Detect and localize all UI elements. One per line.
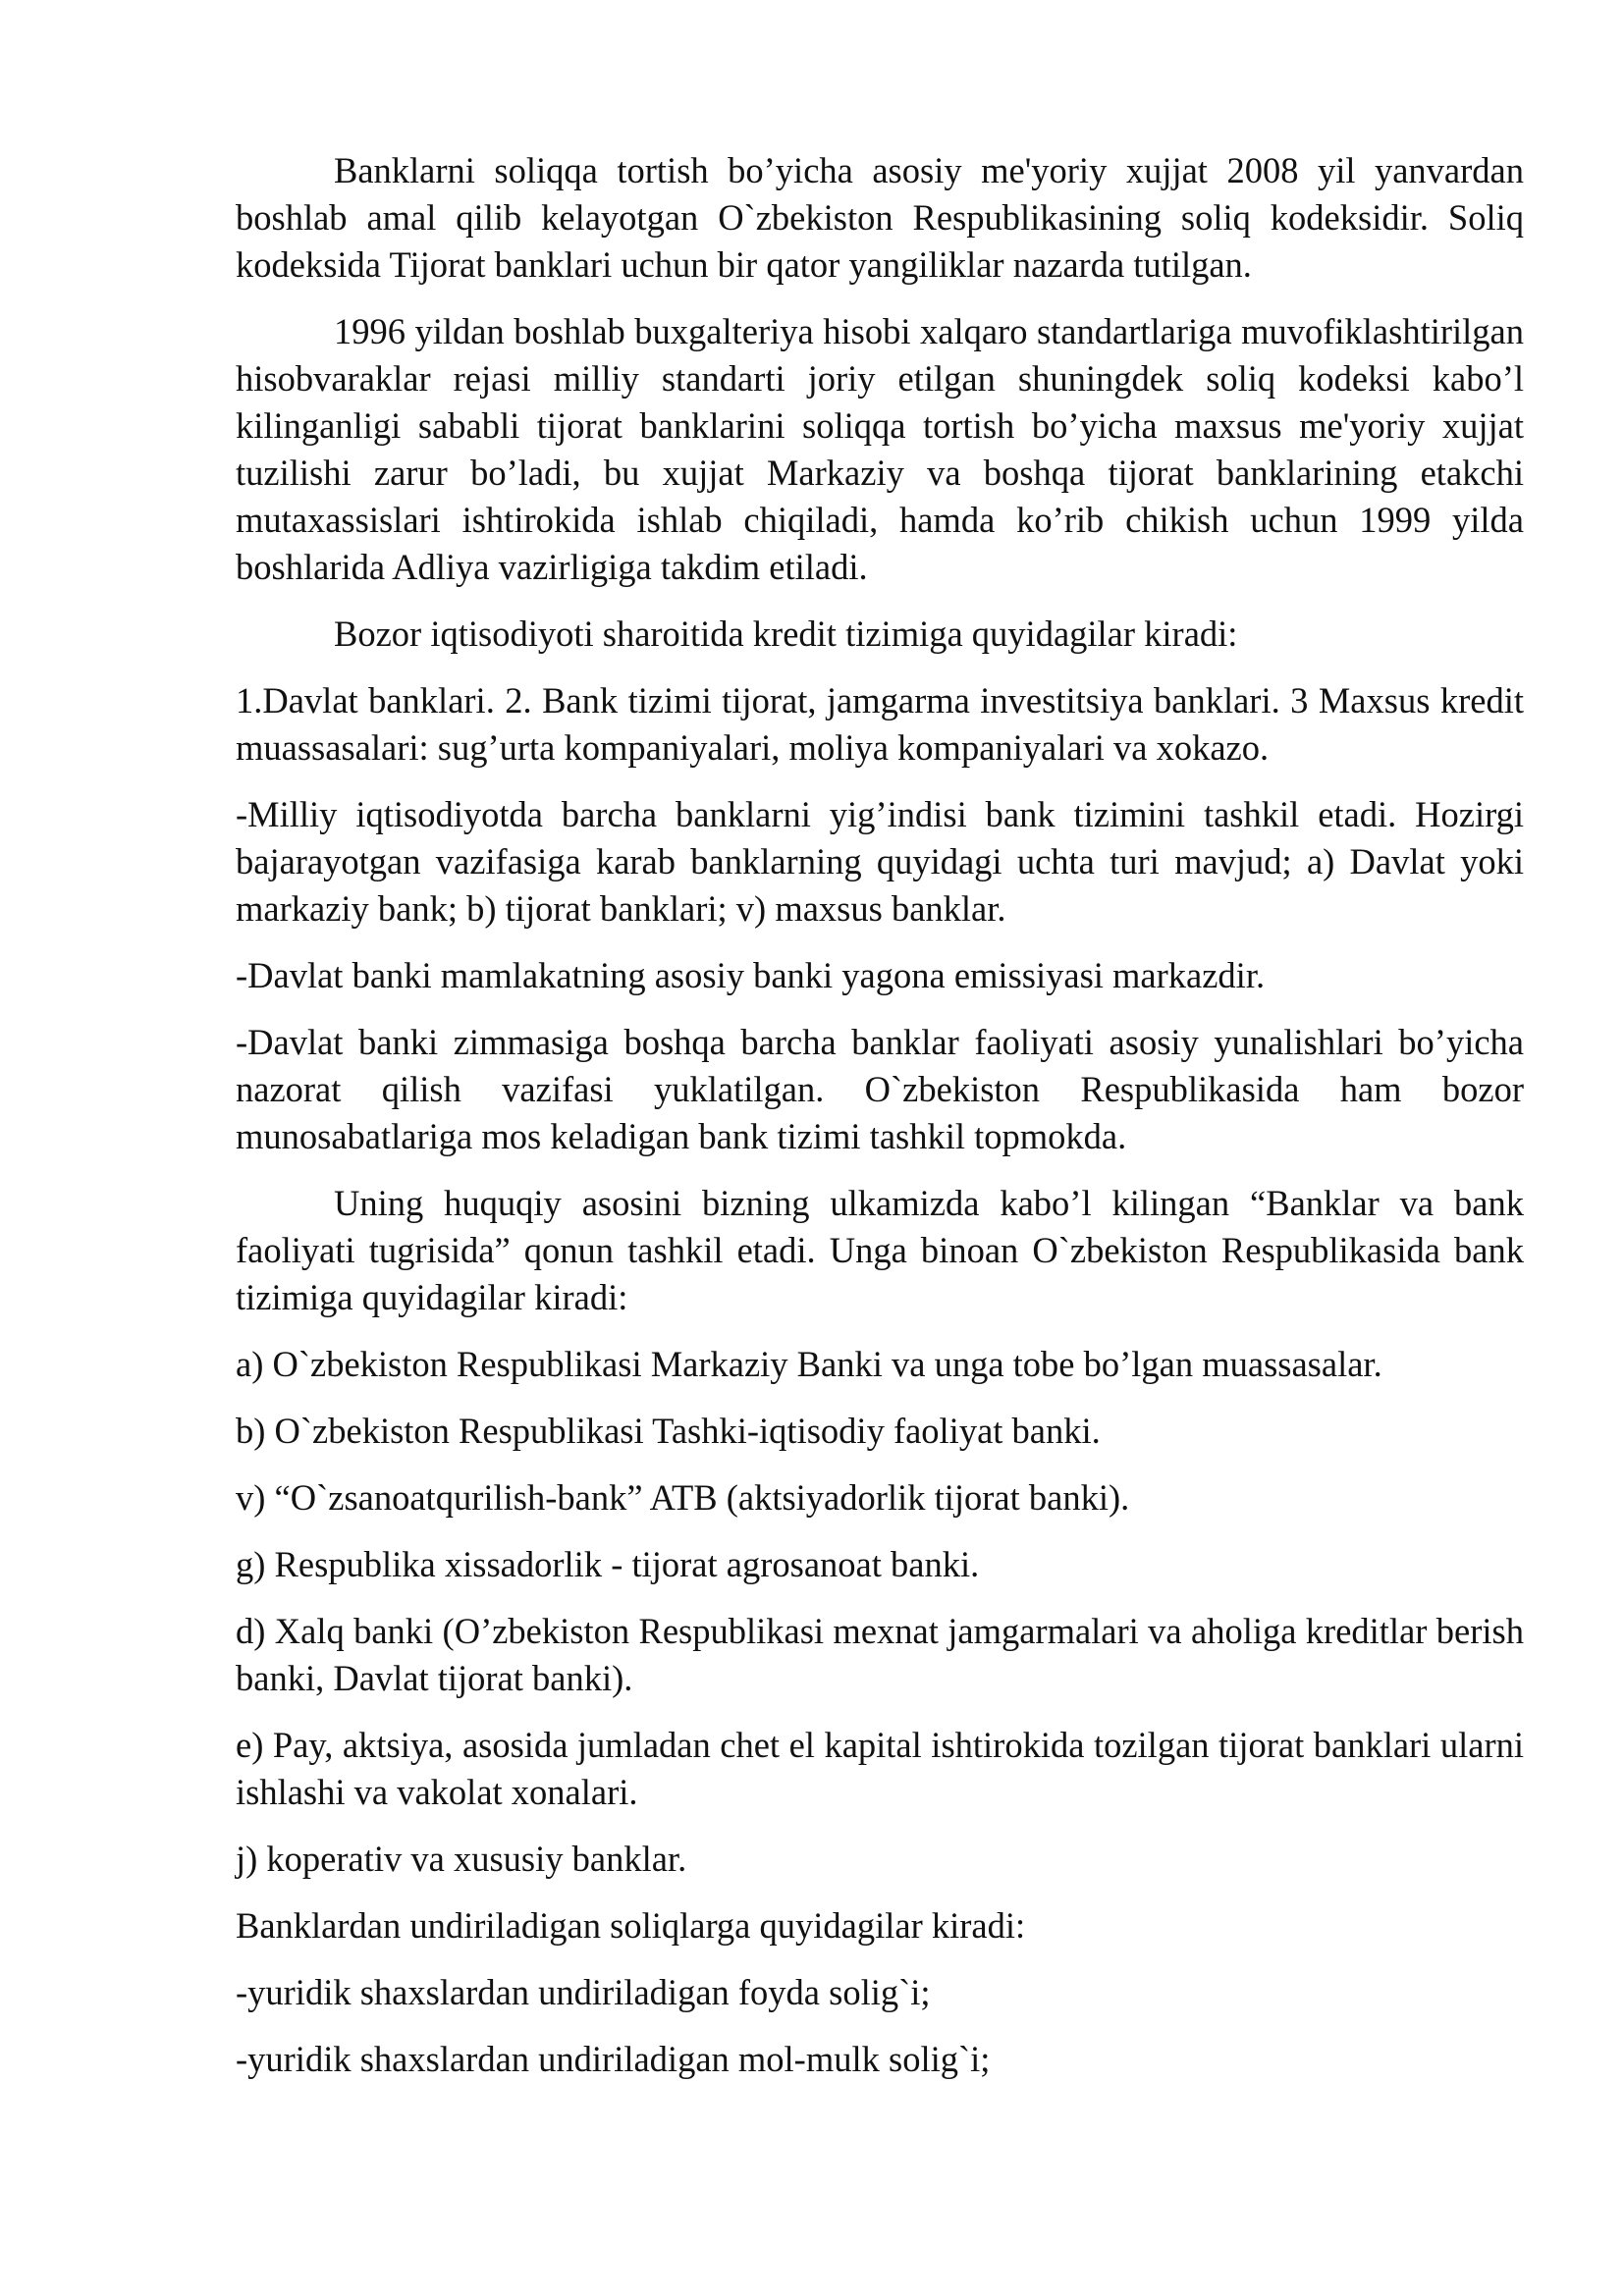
paragraph-taxes-heading: Banklardan undiriladigan soliqlarga quyidagilar kiradi: (236, 1905, 1026, 1946)
list-item-a: a) O`zbekiston Respublikasi Markaziy Banki va unga tobe bo’lgan muassasalar. (236, 1344, 1382, 1384)
list-item-g: g) Respublika xissadorlik - tijorat agrosanoat banki. (236, 1544, 980, 1584)
list-item-e: e) Pay, aktsiya, asosida jumladan chet el kapital ishtirokida tozilgan tijorat banklari ularni ishlashi va vakolat xonalari. (236, 1725, 1524, 1812)
paragraph-state-bank-duties: -Davlat banki zimmasiga boshqa barcha banklar faoliyati asosiy yunalishlari bo’yicha nazorat qilish vazifasi yuklatilgan. O`zbekiston Respublikasida ham bozor munosabatlariga mos keladigan bank tizimi tashkil topmokda. (236, 1022, 1524, 1156)
list-item-j: j) koperativ va xususiy banklar. (236, 1839, 687, 1879)
paragraph-market-economy: Bozor iqtisodiyoti sharoitida kredit tizimiga quyidagilar kiradi: (334, 614, 1238, 654)
document-page (236, 147, 1524, 2103)
paragraph-1996: 1996 yildan boshlab buxgalteriya hisobi xalqaro standartlariga muvofiklashtirilgan hisobvaraklar rejasi milliy standarti joriy etilgan shuningdek soliq kodeksi kabo’l kilinganligi sababli tijorat banklarini soliqqa tortish bo’yicha maxsus me'yoriy xujjat tuzilishi zarur bo’ladi, bu xujjat Markaziy va boshqa tijorat banklarining etakchi mutaxassislari ishtirokida ishlab chiqiladi, hamda ko’rib chikish uchun 1999 yilda boshlarida Adliya vazirligiga takdim etiladi. (236, 311, 1524, 587)
paragraph-intro: Banklarni soliqqa tortish bo’yicha asosiy me'yoriy xujjat 2008 yil yanvardan boshlab amal qilib kelayotgan O`zbekiston Respublikasining soliq kodeksidir. Soliq kodeksida Tijorat banklari uchun bir qator yangiliklar nazarda tutilgan. (236, 150, 1524, 285)
paragraph-state-bank: -Davlat banki mamlakatning asosiy banki yagona emissiyasi markazdir. (236, 955, 1266, 995)
list-item-v: v) “O`zsanoatqurilish-bank” ATB (aktsiyadorlik tijorat banki). (236, 1477, 1130, 1518)
paragraph-national-economy: -Milliy iqtisodiyotda barcha banklarni yig’indisi bank tizimini tashkil etadi. Hozirgi bajarayotgan vazifasiga karab banklarning quyidagi uchta turi mavjud; a) Davlat yoki markaziy bank; b) tijorat banklari; v) maxsus banklar. (236, 794, 1524, 929)
list-item-profit-tax: -yuridik shaxslardan undiriladigan foyda solig`i; (236, 1972, 931, 2012)
list-item-b: b) O`zbekiston Respublikasi Tashki-iqtisodiy faoliyat banki. (236, 1411, 1101, 1451)
paragraph-legal-basis: Uning huquqiy asosini bizning ulkamizda kabo’l kilingan “Banklar va bank faoliyati tugrisida” qonun tashkil etadi. Unga binoan O`zbekiston Respublikasida bank tizimiga quyidagilar kiradi: (236, 1183, 1524, 1317)
list-item-property-tax: -yuridik shaxslardan undiriladigan mol-mulk solig`i; (236, 2039, 991, 2079)
list-item-d: d) Xalq banki (O’zbekiston Respublikasi mexnat jamgarmalari va aholiga kreditlar berish banki, Davlat tijorat banki). (236, 1611, 1524, 1698)
paragraph-bank-types-list: 1.Davlat banklari. 2. Bank tizimi tijorat, jamgarma investitsiya banklari. 3 Maxsus kredit muassasalari: sug’urta kompaniyalari, moliya kompaniyalari va xokazo. (236, 680, 1524, 768)
